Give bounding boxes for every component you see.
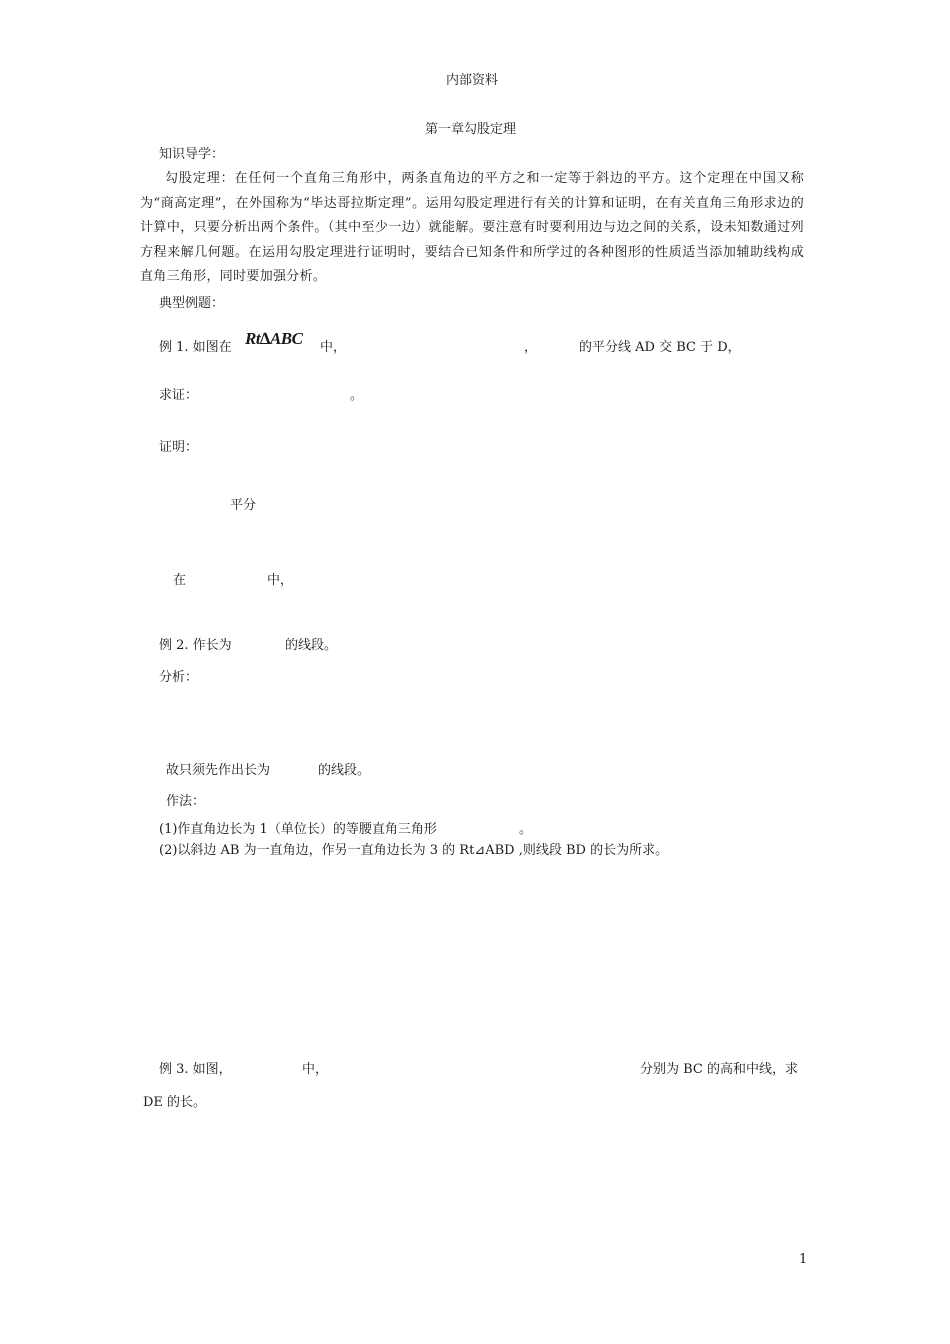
example1-formula: Rt∆ABC — [245, 329, 303, 348]
example1-in-label: 在 — [173, 573, 187, 588]
example3-suffix: 分别为 BC 的高和中线，求 — [640, 1062, 799, 1077]
example2-suffix: 的线段。 — [285, 638, 338, 653]
example1-prefix: 例 1. 如图在 — [159, 340, 232, 355]
example1-comma: ， — [524, 340, 538, 355]
example2-step2: (2)以斜边 AB 为一直角边，作另一直角边长为 3 的 Rt⊿ABD ,则线段 BD 的长为所求。 — [159, 843, 669, 858]
examples-heading: 典型例题： — [159, 296, 225, 311]
intro-heading: 知识导学： — [159, 147, 225, 162]
example2-prefix: 例 2. 作长为 — [159, 638, 232, 653]
example1-bisect: 平分 — [230, 498, 257, 513]
chapter-title: 第一章勾股定理 — [425, 122, 517, 137]
example2-method-label: 作法： — [166, 794, 206, 809]
page-number: 1 — [799, 1252, 808, 1267]
example3-prefix: 例 3. 如图， — [159, 1062, 232, 1077]
example2-need-prefix: 故只须先作出长为 — [166, 763, 271, 778]
example2-step1-end: 。 — [519, 822, 533, 837]
example1-suffix: 的平分线 AD 交 BC 于 D， — [579, 340, 741, 355]
example3-line2: DE 的长。 — [143, 1095, 207, 1110]
header-label: 内部资料 — [446, 73, 499, 88]
example3-middle: 中， — [302, 1062, 329, 1077]
intro-paragraph: 勾股定理：在任何一个直角三角形中，两条直角边的平方之和一定等于斜边的平方。这个定理在中国又称为“商高定理”，在外国称为“毕达哥拉斯定理”。运用勾股定理进行有关的计算和证明，在有关直角三角形求边的计算中，只要分析出两个条件。（其中至少一边）就能解。要注意有时要利用边与边之间的关系，设未知数通过列方程来解几何题。在运用勾股定理进行证明时，要结合已知条件和所学过的各种图形的性质适当添加辅助线构成直角三角形，同时要加强分析。 — [140, 171, 804, 284]
example2-step1: (1)作直角边长为 1（单位长）的等腰直角三角形 — [159, 822, 437, 837]
example1-proof-label: 证明： — [159, 440, 199, 455]
example1-prove-end: 。 — [350, 388, 364, 403]
example1-in-end: 中， — [267, 573, 294, 588]
example1-prove-label: 求证： — [159, 388, 199, 403]
example1-middle: 中， — [320, 340, 347, 355]
example2-analysis-label: 分析： — [159, 670, 199, 685]
example2-need-suffix: 的线段。 — [318, 763, 371, 778]
